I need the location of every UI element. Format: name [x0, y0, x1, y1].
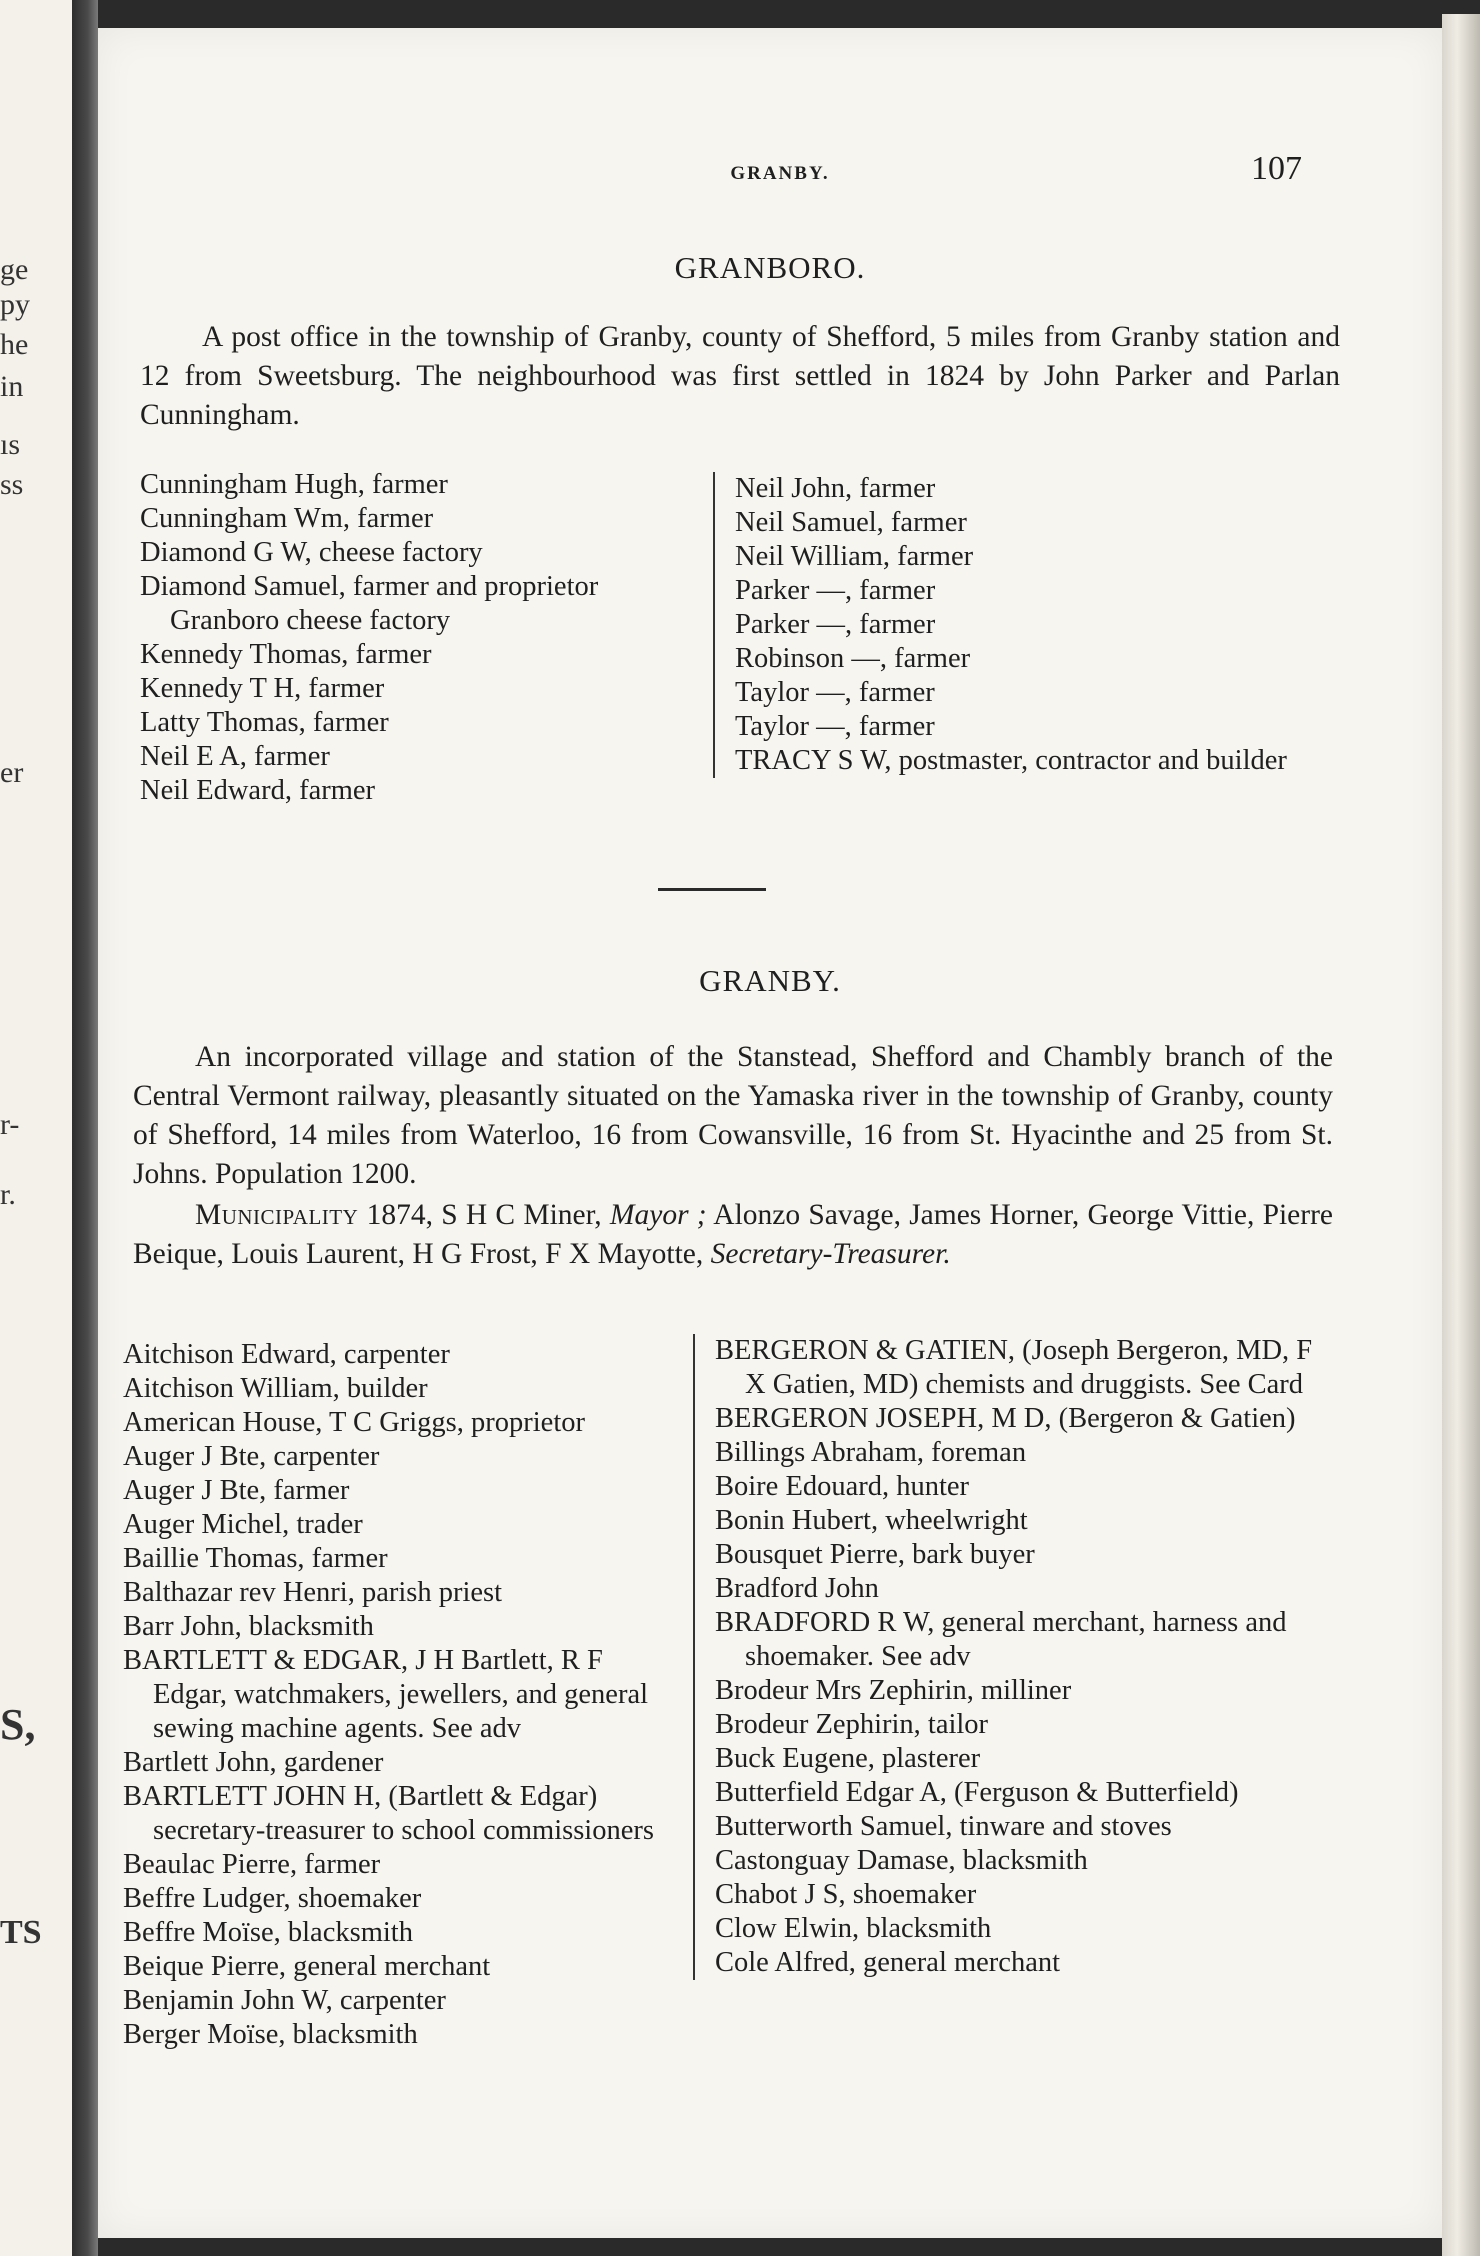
list-item: Taylor —, farmer	[735, 677, 935, 708]
prev-page-fragment: S,	[0, 1700, 36, 1749]
list-item: Benjamin John W, carpenter	[123, 1985, 446, 2016]
book-gutter	[72, 0, 98, 2256]
prev-page-fragment: TS	[0, 1914, 42, 1951]
list-item: Auger J Bte, carpenter	[123, 1441, 380, 1472]
list-item: Buck Eugene, plasterer	[715, 1743, 981, 1774]
list-item: Baillie Thomas, farmer	[123, 1543, 388, 1574]
list-item: Brodeur Mrs Zephirin, milliner	[715, 1675, 1072, 1706]
list-item: Beique Pierre, general merchant	[123, 1951, 491, 1982]
list-item: Auger J Bte, farmer	[123, 1475, 350, 1506]
municipality-label: Municipality	[195, 1199, 359, 1231]
prev-page-fragment: in	[0, 370, 24, 403]
list-item: Bartlett John, gardener	[123, 1747, 384, 1778]
list-item: Cunningham Wm, farmer	[140, 503, 434, 534]
prev-page-fragment: py	[0, 288, 30, 321]
list-item: Neil Edward, farmer	[140, 775, 376, 806]
previous-page-edge	[0, 0, 72, 2256]
list-item: Clow Elwin, blacksmith	[715, 1913, 992, 1944]
list-item: Neil John, farmer	[735, 473, 936, 504]
list-item: Parker —, farmer	[735, 575, 936, 606]
list-item: Kennedy Thomas, farmer	[140, 639, 432, 670]
list-item: BERGERON & GATIEN, (Joseph Bergeron, MD, F X Gatien, MD) chemists and druggists. See Card	[715, 1335, 1313, 1400]
granby-description: An incorporated village and station of the Stanstead, Shefford and Chambly branch of the Central Vermont railway, pleasantly situated on the Yamaska river in the township of Granby, county of Shefford, 14 miles from Waterloo, 16 from Cowansville, 16 from St. Hyacinthe and 25 from St. Johns. Population 1200.	[133, 1041, 1333, 1190]
prev-page-fragment: he	[0, 328, 29, 361]
section-title-granboro: GRANBORO.	[674, 250, 866, 285]
page-edge	[1442, 14, 1480, 2256]
list-item: Diamond Samuel, farmer and proprietor Granboro cheese factory	[140, 571, 599, 636]
list-item: Bradford John	[715, 1573, 879, 1604]
list-item: Beaulac Pierre, farmer	[123, 1849, 381, 1880]
list-item: Auger Michel, trader	[123, 1509, 363, 1540]
prev-page-fragment: er	[0, 756, 24, 789]
list-item: Brodeur Zephirin, tailor	[715, 1709, 989, 1740]
list-item: BARTLETT JOHN H, (Bartlett & Edgar) secretary-treasurer to school commissioners	[123, 1781, 654, 1846]
list-item: Berger Moïse, blacksmith	[123, 2019, 418, 2050]
list-item: American House, T C Griggs, proprietor	[123, 1407, 585, 1438]
list-item: Beffre Ludger, shoemaker	[123, 1883, 422, 1914]
list-item: Robinson —, farmer	[735, 643, 971, 674]
list-item: BARTLETT & EDGAR, J H Bartlett, R F Edgar, watchmakers, jewellers, and general sewing machine agents. See adv	[123, 1645, 649, 1744]
granby-left-column	[123, 1338, 683, 2052]
list-item: Cunningham Hugh, farmer	[140, 469, 448, 500]
list-item: BRADFORD R W, general merchant, harness and shoemaker. See adv	[715, 1607, 1287, 1672]
prev-page-fragment: ge	[0, 253, 29, 286]
list-item: Neil William, farmer	[735, 541, 974, 572]
list-item: Aitchison William, builder	[123, 1373, 428, 1404]
granby-right-column	[693, 1334, 1315, 1980]
granboro-right-column	[713, 472, 1325, 778]
list-item: Bonin Hubert, wheelwright	[715, 1505, 1028, 1536]
granby-municipality: Municipality 1874, S H C Miner, Mayor ; Alonzo Savage, James Horner, George Vittie, Pierre Beique, Louis Laurent, H G Frost, F X Mayotte, Secretary-Treasurer.	[133, 1199, 1334, 1270]
list-item: Latty Thomas, farmer	[140, 707, 389, 738]
list-item: Aitchison Edward, carpenter	[123, 1339, 450, 1370]
prev-page-fragment: r.	[0, 1178, 16, 1211]
book-page	[98, 28, 1442, 2238]
list-item: Castonguay Damase, blacksmith	[715, 1845, 1088, 1876]
list-item: Boire Edouard, hunter	[715, 1471, 970, 1502]
list-item: Kennedy T H, farmer	[140, 673, 385, 704]
prev-page-fragment: ss	[0, 468, 24, 501]
list-item: Bousquet Pierre, bark buyer	[715, 1539, 1035, 1570]
list-item: BERGERON JOSEPH, M D, (Bergeron & Gatien)	[715, 1403, 1296, 1434]
running-head: GRANBY.	[730, 163, 830, 184]
list-item: Taylor —, farmer	[735, 711, 935, 742]
list-item: Neil Samuel, farmer	[735, 507, 967, 538]
granboro-left-column	[140, 468, 700, 808]
list-item: TRACY S W, postmaster, contractor and builder	[735, 745, 1287, 776]
list-item: Balthazar rev Henri, parish priest	[123, 1577, 503, 1608]
list-item: Beffre Moïse, blacksmith	[123, 1917, 413, 1948]
prev-page-fragment: r-	[0, 1108, 20, 1141]
prev-page-fragment: ıs	[0, 428, 21, 461]
list-item: Chabot J S, shoemaker	[715, 1879, 977, 1910]
list-item: Parker —, farmer	[735, 609, 936, 640]
page-number: 107	[1251, 150, 1302, 187]
section-title-granby: GRANBY.	[699, 963, 841, 998]
granboro-description: A post office in the township of Granby, county of Shefford, 5 miles from Granby station and 12 from Sweetsburg. The neighbourhood was first settled in 1824 by John Parker and Parlan Cunningham.	[140, 321, 1340, 431]
list-item: Cole Alfred, general merchant	[715, 1947, 1061, 1978]
list-item: Butterfield Edgar A, (Ferguson & Butterfield)	[715, 1777, 1239, 1808]
list-item: Billings Abraham, foreman	[715, 1437, 1027, 1468]
list-item: Diamond G W, cheese factory	[140, 537, 483, 568]
list-item: Neil E A, farmer	[140, 741, 330, 772]
list-item: Butterworth Samuel, tinware and stoves	[715, 1811, 1172, 1842]
list-item: Barr John, blacksmith	[123, 1611, 374, 1642]
section-divider	[658, 888, 766, 891]
